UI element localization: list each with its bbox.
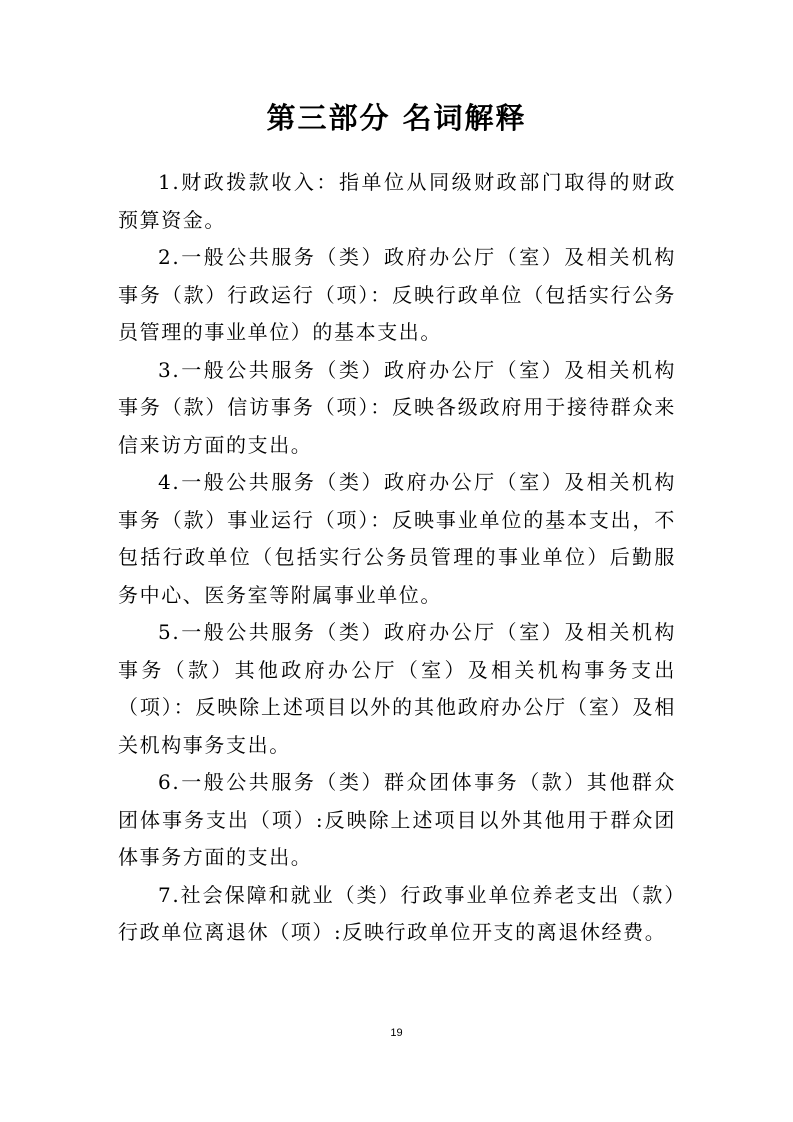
definition-paragraph-1: 1.财政拨款收入：指单位从同级财政部门取得的财政预算资金。 — [118, 170, 676, 232]
definition-paragraph-6: 6.一般公共服务（类）群众团体事务（款）其他群众团体事务支出（项）:反映除上述项目以外其他用于群众团体事务方面的支出。 — [118, 770, 676, 869]
page-number: 19 — [390, 1027, 403, 1039]
definition-paragraph-3: 3.一般公共服务（类）政府办公厅（室）及相关机构事务（款）信访事务（项）：反映各级政府用于接待群众来信来访方面的支出。 — [118, 357, 676, 457]
document-body — [118, 164, 676, 952]
definition-paragraph-5: 5.一般公共服务（类）政府办公厅（室）及相关机构事务（款）其他政府办公厅（室）及相关机构事务支出（项）：反映除上述项目以外的其他政府办公厅（室）及相关机构事务支出。 — [118, 620, 676, 757]
definition-paragraph-4: 4.一般公共服务（类）政府办公厅（室）及相关机构事务（款）事业运行（项）：反映事业单位的基本支出，不包括行政单位（包括实行公务员管理的事业单位）后勤服务中心、医务室等附属事业单位。 — [118, 470, 676, 607]
definition-paragraph-7: 7.社会保障和就业（类）行政事业单位养老支出（款）行政单位离退休（项）:反映行政单位开支的离退休经费。 — [118, 882, 676, 944]
definition-paragraph-2: 2.一般公共服务（类）政府办公厅（室）及相关机构事务（款）行政运行（项）：反映行政单位（包括实行公务员管理的事业单位）的基本支出。 — [118, 245, 676, 344]
page-title: 第三部分 名词解释 — [266, 101, 527, 135]
